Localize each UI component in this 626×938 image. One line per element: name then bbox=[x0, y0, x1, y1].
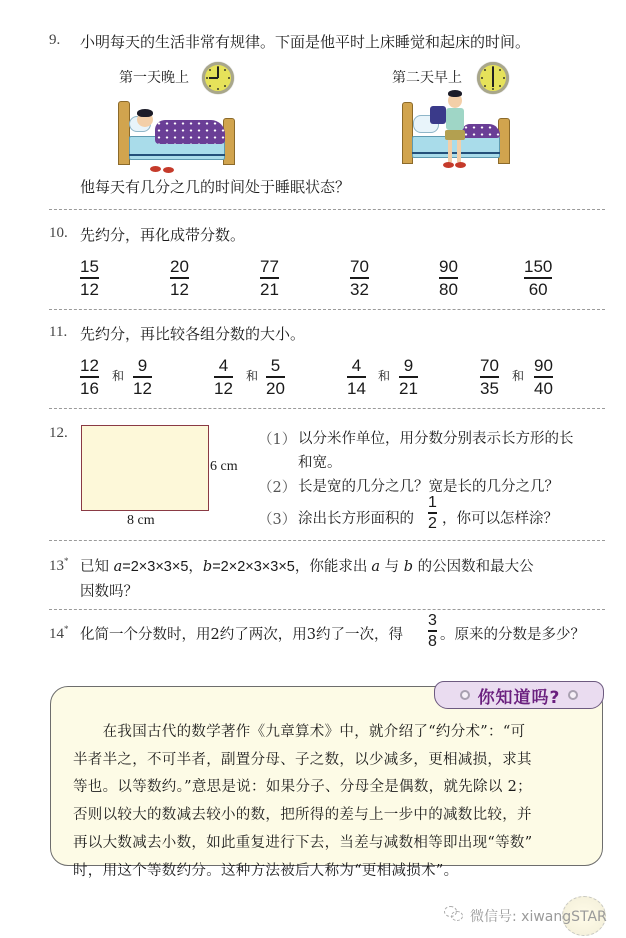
question-14-text-cont: 。原来的分数是多少？ bbox=[440, 627, 585, 643]
fraction: 4 12 bbox=[214, 356, 233, 398]
question-13-text: 已知 a=2×3×3×5，b=2×2×3×3×5，你能求出 a 与 b 的公因数和最大公 bbox=[80, 559, 534, 575]
sub-question-2-text: 长是宽的几分之几？宽是长的几分之几？ bbox=[298, 479, 559, 495]
divider bbox=[49, 408, 605, 409]
fraction: 70 35 bbox=[480, 356, 499, 398]
question-14-number: 14* bbox=[49, 624, 69, 642]
fraction: 1 2 bbox=[428, 494, 437, 532]
sub-question-3-number: （3） bbox=[258, 512, 297, 528]
fraction: 12 16 bbox=[80, 356, 99, 398]
label-morning: 第二天早上 bbox=[392, 70, 462, 86]
fraction: 4 14 bbox=[347, 356, 366, 398]
sub-question-3-text-cont: ，你可以怎样涂？ bbox=[442, 511, 558, 527]
connector-and: 和 bbox=[246, 369, 259, 383]
fraction: 77 21 bbox=[260, 257, 279, 299]
connector-and: 和 bbox=[378, 369, 391, 383]
fraction: 15 12 bbox=[80, 257, 99, 299]
fraction: 90 80 bbox=[439, 257, 458, 299]
info-paragraph-line: 半者半之，不可半者，副置分母、子之数，以少减多，更相减损，求其 bbox=[73, 752, 532, 768]
sub-question-1-text-cont: 和宽。 bbox=[298, 455, 342, 471]
info-paragraph-line: 等也。以等数约。”意思是说：如果分子、分母全是偶数，就先除以 2； bbox=[73, 779, 532, 795]
info-paragraph-line: 再以大数减去小数，如此重复进行下去，当差与减数相等即出现“等数” bbox=[73, 835, 533, 851]
sleeping-boy-illustration bbox=[115, 98, 250, 170]
question-10-text: 先约分，再化成带分数。 bbox=[80, 226, 246, 244]
divider bbox=[49, 609, 605, 610]
did-you-know-title: 你知道吗? bbox=[477, 687, 561, 708]
sub-question-2-number: （2） bbox=[258, 480, 297, 496]
question-14-text: 化简一个分数时，用2约了两次，用3约了一次，得 bbox=[80, 627, 403, 643]
question-11-text: 先约分，再比较各组分数的大小。 bbox=[80, 325, 306, 343]
ring-icon bbox=[460, 690, 470, 700]
question-9-text: 小明每天的生活非常有规律。下面是他平时上床睡觉和起床的时间。 bbox=[80, 33, 531, 51]
wechat-icon bbox=[444, 906, 464, 922]
question-9-number: 9. bbox=[49, 32, 61, 48]
fraction: 5 20 bbox=[266, 356, 285, 398]
info-paragraph-line: 在我国古代的数学著作《九章算术》中，就介绍了“约分术”：“可 bbox=[73, 724, 526, 740]
fraction: 20 12 bbox=[170, 257, 189, 299]
divider bbox=[49, 540, 605, 541]
question-9-prompt: 他每天有几分之几的时间处于睡眠状态？ bbox=[80, 178, 351, 196]
question-12-number: 12. bbox=[49, 425, 68, 441]
connector-and: 和 bbox=[512, 369, 525, 383]
did-you-know-tab bbox=[434, 681, 604, 709]
question-13-text-cont: 因数吗？ bbox=[80, 584, 138, 600]
question-10-number: 10. bbox=[49, 225, 68, 241]
fraction: 90 40 bbox=[534, 356, 553, 398]
height-label: 6 cm bbox=[210, 459, 238, 474]
sub-question-1-number: （1） bbox=[258, 432, 297, 448]
divider bbox=[49, 209, 605, 210]
clock-night-icon bbox=[202, 62, 234, 94]
ring-icon bbox=[568, 690, 578, 700]
info-paragraph-line: 否则以较大的数减去较小的数，把所得的差与上一步中的减数比较，并 bbox=[73, 807, 532, 823]
question-11-number: 11. bbox=[49, 324, 68, 340]
fraction: 3 8 bbox=[428, 612, 437, 650]
sub-question-1-text: 以分米作单位，用分数分别表示长方形的长 bbox=[298, 431, 574, 447]
divider bbox=[49, 309, 605, 310]
fraction: 9 21 bbox=[399, 356, 418, 398]
connector-and: 和 bbox=[112, 369, 125, 383]
watermark-text: 微信号: xiwangSTAR bbox=[470, 909, 607, 925]
fraction: 150 60 bbox=[524, 257, 553, 299]
fraction: 70 32 bbox=[350, 257, 369, 299]
width-label: 8 cm bbox=[127, 513, 155, 528]
info-paragraph-line: 时，用这个等数约分。这种方法被后人称为“更相减损术”。 bbox=[73, 863, 459, 879]
label-night: 第一天晚上 bbox=[119, 70, 189, 86]
sub-question-3-text: 涂出长方形面积的 bbox=[298, 511, 414, 527]
question-13-number: 13* bbox=[49, 556, 69, 574]
fraction: 9 12 bbox=[133, 356, 152, 398]
rectangle-figure bbox=[81, 425, 209, 511]
waking-boy-illustration bbox=[400, 88, 520, 170]
